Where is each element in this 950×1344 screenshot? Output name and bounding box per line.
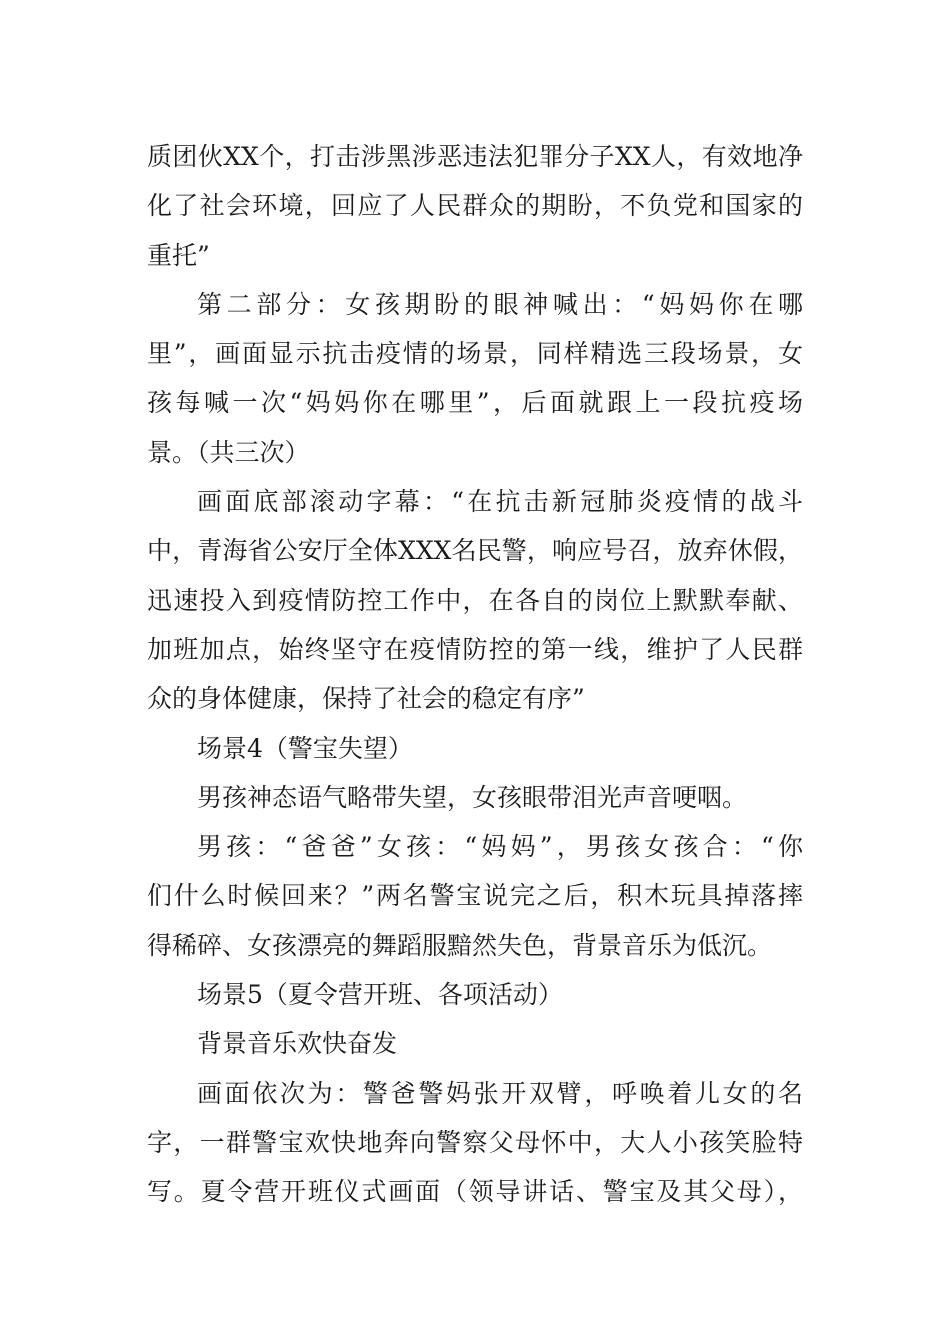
text-line: 第二部分：女孩期盼的眼神喊出：“妈妈你在哪 <box>197 289 803 319</box>
text-line: 里”，画面显示抗击疫情的场景，同样精选三段场景，女 <box>147 339 803 369</box>
text-line: 孩每喊一次“妈妈你在哪里”，后面就跟上一段抗疫场 <box>147 388 803 418</box>
text-line: 质团伙XX个，打击涉黑涉恶违法犯罪分子XX人，有效地净 <box>147 142 803 171</box>
scene-heading: 场景5（夏令营开班、各项活动） <box>197 980 563 1010</box>
text-line: 写。夏令营开班仪式画面（领导讲话、警宝及其父母）， <box>147 1177 803 1207</box>
document-body <box>147 132 803 1217</box>
text-line: 画面依次为：警爸警妈张开双臂，呼唤着儿女的名 <box>197 1078 803 1108</box>
text-line: 字，一群警宝欢快地奔向警察父母怀中，大人小孩笑脸特 <box>147 1127 803 1157</box>
text-line: 中，青海省公安厅全体XXX名民警，响应号召，放弃休假， <box>147 536 803 566</box>
text-line: 得稀碎、女孩漂亮的舞蹈服黯然失色，背景音乐为低沉。 <box>147 930 773 960</box>
text-line: 重托” <box>147 240 210 270</box>
text-line: 画面底部滚动字幕：“在抗击新冠肺炎疫情的战斗 <box>197 487 803 517</box>
text-line: 迅速投入到疫情防控工作中，在各自的岗位上默默奉献、 <box>147 585 803 615</box>
text-line: 化了社会环境，回应了人民群众的期盼，不负党和国家的 <box>147 191 803 221</box>
text-line: 们什么时候回来？”两名警宝说完之后，积木玩具掉落摔 <box>147 881 803 911</box>
text-line: 景。（共三次） <box>147 437 310 467</box>
text-line: 加班加点，始终坚守在疫情防控的第一线，维护了人民群 <box>147 634 803 664</box>
text-line: 背景音乐欢快奋发 <box>197 1029 398 1059</box>
text-line: 男孩：“爸爸”女孩：“妈妈”，男孩女孩合：“你 <box>197 832 803 862</box>
text-line: 男孩神态语气略带失望，女孩眼带泪光声音哽咽。 <box>197 782 748 812</box>
scene-heading: 场景4（警宝失望） <box>197 733 413 763</box>
text-line: 众的身体健康，保持了社会的稳定有序” <box>147 684 585 714</box>
